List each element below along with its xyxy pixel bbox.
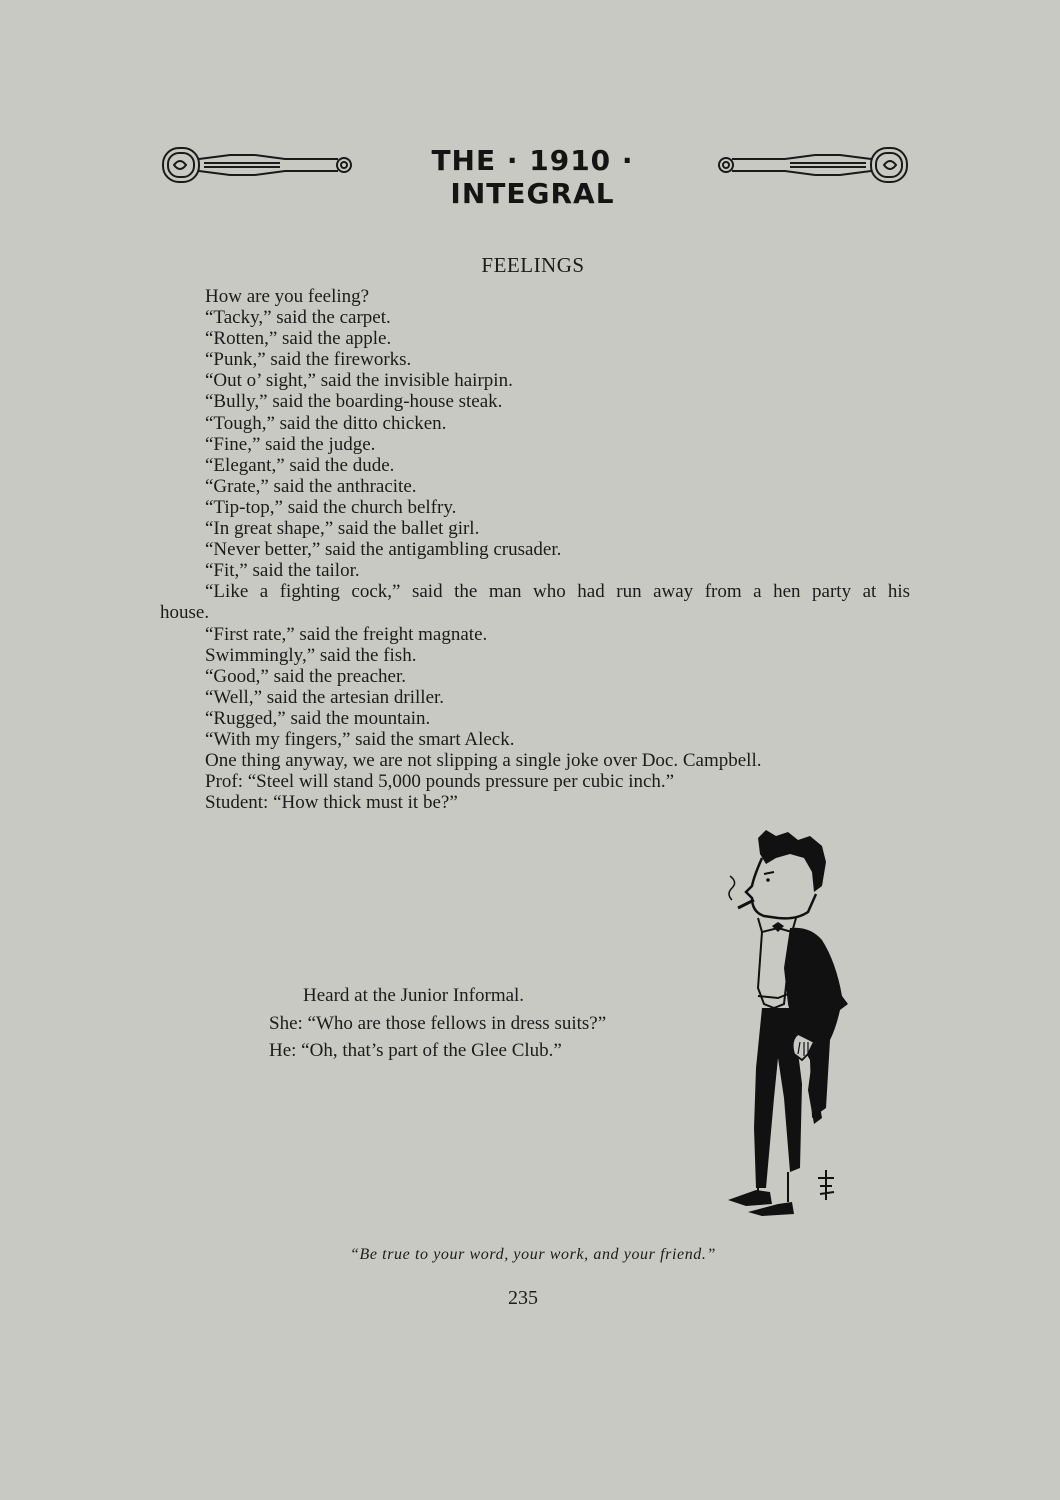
poem-line: “Rugged,” said the mountain. bbox=[205, 707, 431, 729]
scroll-ornament-right-icon bbox=[715, 140, 910, 190]
informal-she-line: She: “Who are those fellows in dress suits?” bbox=[269, 1012, 607, 1034]
poem-line: Swimmingly,” said the fish. bbox=[205, 644, 417, 666]
poem-line: “In great shape,” said the ballet girl. bbox=[205, 518, 480, 540]
header-title: THE · 1910 · INTEGRAL bbox=[431, 144, 634, 210]
poem-line: “Well,” said the artesian driller. bbox=[205, 686, 445, 708]
poem-line: “Fine,” said the judge. bbox=[205, 433, 376, 455]
poem-line: “Elegant,” said the dude. bbox=[205, 454, 395, 476]
poem-line: One thing anyway, we are not slipping a single joke over Doc. Campbell. bbox=[205, 750, 762, 772]
section-title: FEELINGS bbox=[481, 253, 585, 277]
motto: “Be true to your word, your work, and your friend.” bbox=[350, 1246, 716, 1263]
poem-line: “Punk,” said the fireworks. bbox=[205, 349, 412, 371]
scroll-ornament-left-icon bbox=[160, 140, 355, 190]
poem-line: How are you feeling? bbox=[205, 286, 370, 307]
caricature-illustration bbox=[718, 828, 858, 1223]
informal-heading: Heard at the Junior Informal. bbox=[303, 985, 525, 1006]
poem-line: “Out o’ sight,” said the invisible hairpin. bbox=[205, 370, 513, 392]
page-number: 235 bbox=[508, 1287, 538, 1309]
poem-long-line-start: “Like a fighting cock,” said the man who had run away from a hen party at his bbox=[205, 581, 910, 603]
poem-line: Student: “How thick must it be?” bbox=[205, 792, 458, 814]
poem-line: “Bully,” said the boarding-house steak. bbox=[205, 391, 503, 413]
page-header bbox=[160, 140, 910, 210]
poem-line: Prof: “Steel will stand 5,000 pounds pressure per cubic inch.” bbox=[205, 771, 675, 793]
poem-long-line bbox=[160, 581, 910, 624]
informal-he-line: He: “Oh, that’s part of the Glee Club.” bbox=[269, 1040, 562, 1061]
poem-line: “Fit,” said the tailor. bbox=[205, 560, 360, 582]
poem-line: “Never better,” said the antigambling crusader. bbox=[205, 539, 562, 561]
poem-line: “First rate,” said the freight magnate. bbox=[205, 623, 488, 645]
poem-line: “Tacky,” said the carpet. bbox=[205, 307, 391, 329]
poem-line: “Grate,” said the anthracite. bbox=[205, 475, 417, 497]
poem-long-line-end: house. bbox=[160, 602, 210, 624]
informal-anecdote bbox=[247, 982, 621, 1065]
poem-line: “Good,” said the preacher. bbox=[205, 665, 406, 687]
poem-line: “Tough,” said the ditto chicken. bbox=[205, 412, 447, 434]
poem-line: “Tip-top,” said the church belfry. bbox=[205, 496, 457, 518]
poem-line: “Rotten,” said the apple. bbox=[205, 328, 392, 350]
poem-line: “With my fingers,” said the smart Aleck. bbox=[205, 728, 515, 750]
poem bbox=[160, 286, 910, 814]
